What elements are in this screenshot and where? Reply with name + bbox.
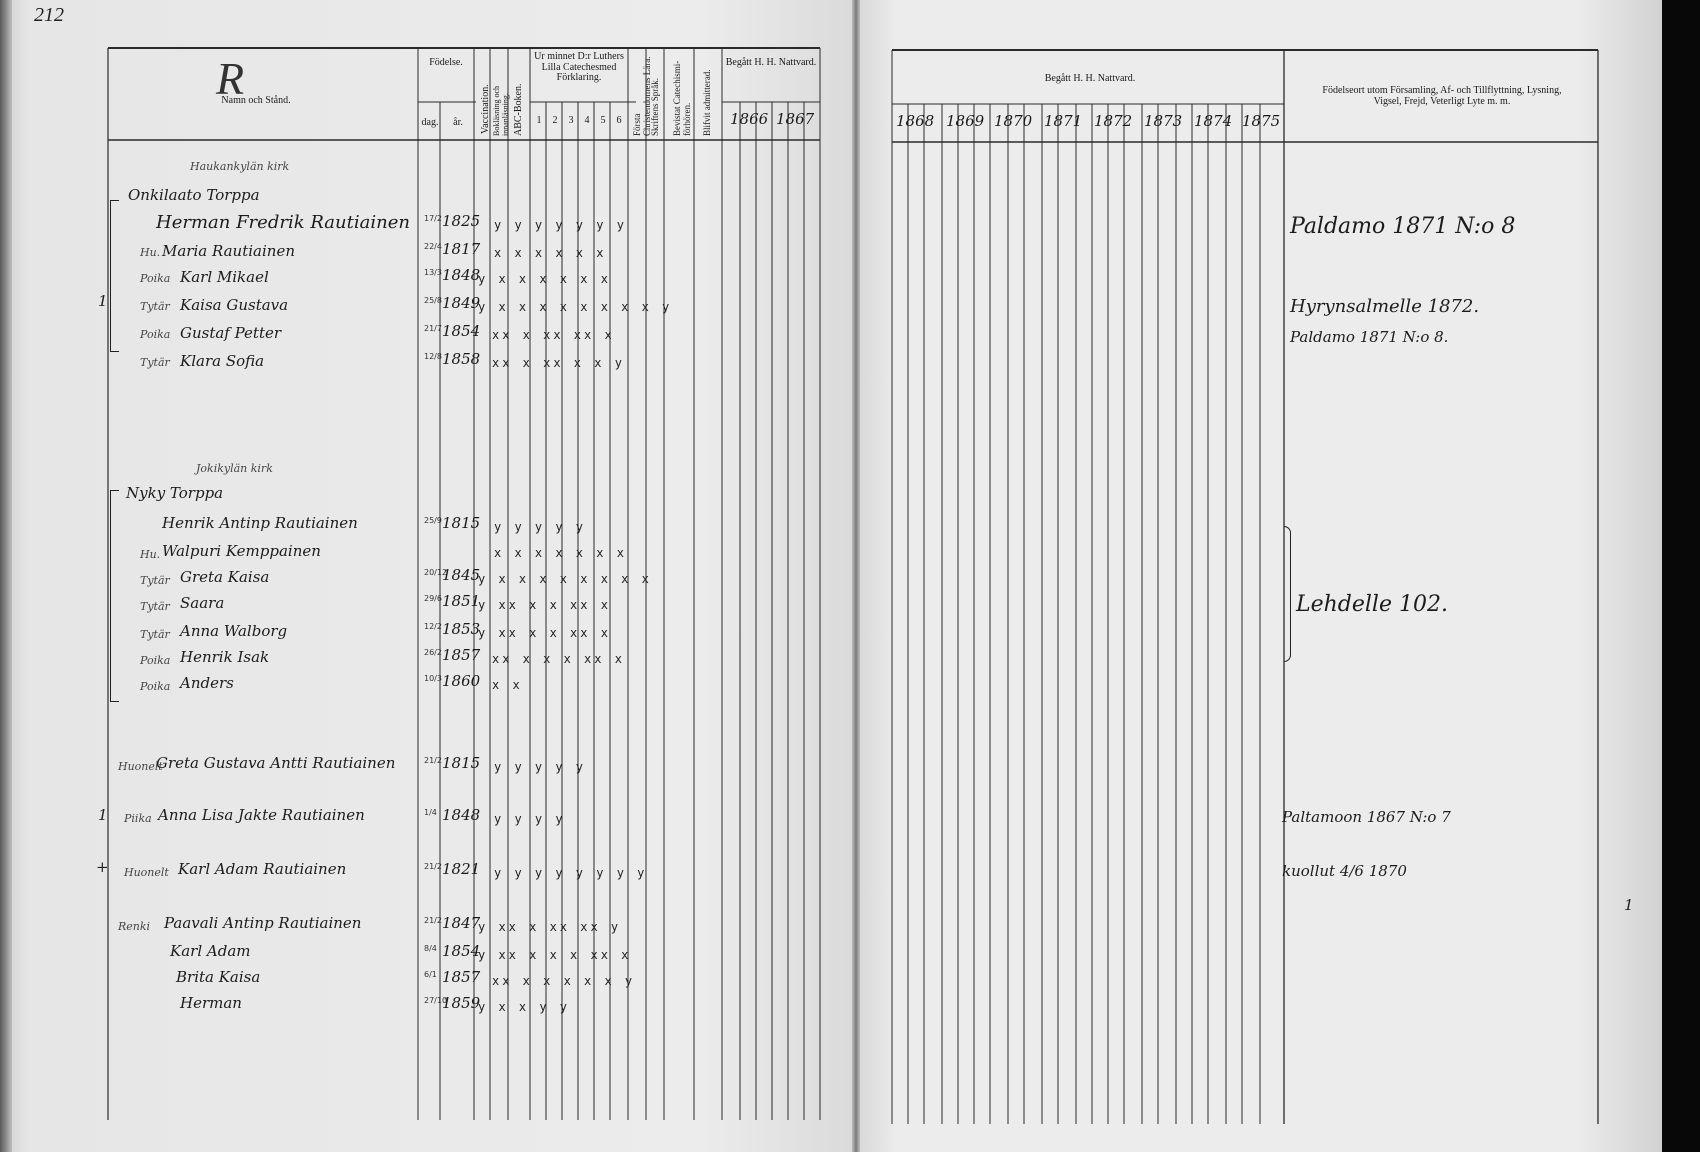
year-1868: 1868 <box>896 112 935 130</box>
person-name: Walpuri Kemppainen <box>162 542 321 560</box>
role-label: Huonelt <box>118 760 163 773</box>
reading-marks: x x x x x x x <box>494 546 627 560</box>
remarks-header: Födelseort utom Församling, Af- och Tillflyttning, Lysning, Vigsel, Frejd, Veterligt Lyte m. m. <box>1322 85 1562 107</box>
birth-day: 12/8 <box>424 352 442 361</box>
remark-entry: Lehdelle 102. <box>1296 592 1448 617</box>
reading-marks: y xx x x xx x <box>478 626 611 640</box>
birth-day: 13/3 <box>424 268 442 277</box>
birth-year: 1857 <box>442 646 481 664</box>
household-bracket <box>110 200 119 352</box>
vaccination-header: Vaccination. <box>480 84 491 134</box>
communion-header-left: Begått H. H. Nattvard. <box>725 57 817 68</box>
person-name: Anna Lisa Jakte Rautiainen <box>158 806 365 824</box>
margin-mark: 1 <box>1624 896 1634 914</box>
birth-day: 6/1 <box>424 970 437 979</box>
remark-entry: Paltamoon 1867 N:o 7 <box>1282 808 1451 826</box>
birth-day-header: dag. <box>421 117 439 128</box>
person-name: Saara <box>180 594 225 612</box>
person-name: Greta Kaisa <box>180 568 270 586</box>
remark-entry: Hyrynsalmelle 1872. <box>1290 296 1480 317</box>
cat-col-1: 1 <box>536 115 542 126</box>
year-1871: 1871 <box>1044 112 1083 130</box>
person-name: Karl Mikael <box>180 268 269 286</box>
birth-day: 21/2 <box>424 916 442 925</box>
person-name: Henrik Antinp Rautiainen <box>162 514 358 532</box>
margin-mark: 1 <box>98 806 108 824</box>
birth-day: 21/2 <box>424 756 442 765</box>
farm-label: Onkilaato Torppa <box>128 186 260 204</box>
remark-bracket <box>1284 526 1291 662</box>
person-name: Brita Kaisa <box>176 968 261 986</box>
reading-marks: y y y y <box>494 812 566 826</box>
birth-year: 1857 <box>442 968 481 986</box>
reading-marks: xx x x x xx x <box>492 652 625 666</box>
reading-header: Bokläsning och innanläsning. <box>492 86 510 136</box>
person-name: Klara Sofia <box>180 352 265 370</box>
birth-day: 29/6 <box>424 594 442 603</box>
birth-year: 1845 <box>442 566 481 584</box>
catechism-header: Ur minnet D:r Luthers Lilla Catechesmed Förklaring. <box>534 51 624 83</box>
birth-day: 17/2 <box>424 214 442 223</box>
birth-year: 1847 <box>442 914 481 932</box>
reading-marks: y xx x x xx x <box>478 598 611 612</box>
role-label: Tytär <box>140 574 170 587</box>
reading-marks: y xx x xx xx y <box>478 920 622 934</box>
birth-year: 1849 <box>442 294 481 312</box>
birth-day: 25/8 <box>424 296 442 305</box>
farm-label: Nyky Torppa <box>126 484 224 502</box>
cat-col-3: 3 <box>568 115 574 126</box>
birth-day: 26/2 <box>424 648 442 657</box>
role-label: Piika <box>124 812 152 825</box>
cat-col-5: 5 <box>600 115 606 126</box>
year-1872: 1872 <box>1094 112 1133 130</box>
role-label: Tytär <box>140 356 170 369</box>
scan-border <box>1662 0 1700 1152</box>
person-name: Greta Gustava Antti Rautiainen <box>156 754 396 772</box>
birth-year: 1860 <box>442 672 481 690</box>
reading-marks: x x x x x x <box>494 246 607 260</box>
person-name: Paavali Antinp Rautiainen <box>164 914 362 932</box>
birth-year: 1854 <box>442 942 481 960</box>
birth-year-header: år. <box>453 117 463 128</box>
cat-col-4: 4 <box>584 115 590 126</box>
reading-marks: y x x x x x x x x <box>478 572 652 586</box>
village-label: Jokikylän kirk <box>196 462 273 475</box>
role-label: Poika <box>140 328 171 341</box>
birth-year: 1848 <box>442 266 481 284</box>
birth-day: 21/2 <box>424 862 442 871</box>
person-name: Kaisa Gustava <box>180 296 289 314</box>
book-edge <box>0 0 12 1152</box>
role-label: Tytär <box>140 628 170 641</box>
admitted-header: Blifvit admitterad. <box>702 69 712 136</box>
year-1870: 1870 <box>994 112 1033 130</box>
role-label: Renki <box>118 920 151 933</box>
communion-header-right: Begått H. H. Nattvard. <box>1044 73 1136 84</box>
person-name: Karl Adam <box>170 942 251 960</box>
reading-marks: y y y y y <box>494 520 587 534</box>
christian-doctrine-header: Första Christendomens Lära. <box>632 56 652 136</box>
birth-year: 1815 <box>442 514 481 532</box>
cat-col-6: 6 <box>616 115 622 126</box>
remark-entry: Paldamo 1871 N:o 8 <box>1290 214 1516 239</box>
year-1866: 1866 <box>730 110 769 128</box>
reading-marks: y y y y y y y y <box>494 866 648 880</box>
scripture-header: Skriftens Språk. <box>650 78 660 136</box>
reading-marks: y x x y y <box>478 1000 571 1014</box>
margin-mark: + <box>96 858 109 876</box>
person-name: Anders <box>180 674 234 692</box>
reading-marks: y xx x x x xx x <box>478 948 632 962</box>
birth-year: 1859 <box>442 994 481 1012</box>
birth-day: 22/4 <box>424 242 442 251</box>
birth-year: 1851 <box>442 592 481 610</box>
reading-marks: xx x x x x x y <box>492 974 636 988</box>
role-label: Hu. <box>140 548 161 561</box>
abc-header: ABC-Boken. <box>513 83 524 136</box>
year-1875: 1875 <box>1242 112 1281 130</box>
reading-marks: xx x xx x x y <box>492 356 625 370</box>
remark-entry: kuollut 4/6 1870 <box>1282 862 1407 880</box>
margin-mark: 1 <box>98 292 108 310</box>
role-label: Hu. <box>140 246 161 259</box>
reading-marks: xx x xx xx x <box>492 328 615 342</box>
person-name: Anna Walborg <box>180 622 288 640</box>
birth-day: 21/7 <box>424 324 442 333</box>
birth-day: 8/4 <box>424 944 437 953</box>
birth-year: 1853 <box>442 620 481 638</box>
role-label: Poika <box>140 272 171 285</box>
role-label: Tytär <box>140 600 170 613</box>
year-1874: 1874 <box>1194 112 1233 130</box>
reading-marks: y x x x x x x <box>478 272 611 286</box>
birth-year: 1854 <box>442 322 481 340</box>
birth-day: 20/12 <box>424 568 448 577</box>
reading-marks: x x <box>492 678 523 692</box>
reading-marks: y x x x x x x x x y <box>478 300 673 314</box>
person-name: Henrik Isak <box>180 648 270 666</box>
birth-day: 10/3 <box>424 674 442 683</box>
year-1873: 1873 <box>1144 112 1183 130</box>
birth-year: 1815 <box>442 754 481 772</box>
birth-year: 1821 <box>442 860 481 878</box>
role-label: Poika <box>140 680 171 693</box>
person-name: Karl Adam Rautiainen <box>178 860 347 878</box>
birth-year: 1817 <box>442 240 481 258</box>
register-letter: R <box>216 53 245 104</box>
birth-year: 1848 <box>442 806 481 824</box>
reading-marks: y y y y y <box>494 760 587 774</box>
right-page <box>856 0 1666 1152</box>
birth-day: 1/4 <box>424 808 437 817</box>
household-bracket <box>110 490 119 702</box>
village-label: Haukankylän kirk <box>190 160 290 173</box>
person-name: Maria Rautiainen <box>162 242 295 260</box>
person-name: Gustaf Petter <box>180 324 282 342</box>
name-column-header: Namn och Stånd. <box>221 95 291 106</box>
role-label: Tytär <box>140 300 170 313</box>
birth-year: 1858 <box>442 350 481 368</box>
page-number: 212 <box>34 4 64 26</box>
birth-day: 25/9 <box>424 516 442 525</box>
birth-header: Födelse. <box>429 57 463 68</box>
reading-marks: y y y y y y y <box>494 218 627 232</box>
birth-year: 1825 <box>442 212 481 230</box>
role-label: Huonelt <box>124 866 169 879</box>
person-name: Herman Fredrik Rautiainen <box>156 212 410 233</box>
remark-entry: Paldamo 1871 N:o 8. <box>1290 328 1449 346</box>
year-1867: 1867 <box>776 110 815 128</box>
year-1869: 1869 <box>946 112 985 130</box>
person-name: Herman <box>180 994 242 1012</box>
book-gutter <box>852 0 860 1152</box>
birth-day: 12/2 <box>424 622 442 631</box>
birth-day: 27/10 <box>424 996 448 1005</box>
cat-col-2: 2 <box>552 115 558 126</box>
catechism-exam-header: Bevistat Catechismi-förhören. <box>672 60 692 136</box>
role-label: Poika <box>140 654 171 667</box>
